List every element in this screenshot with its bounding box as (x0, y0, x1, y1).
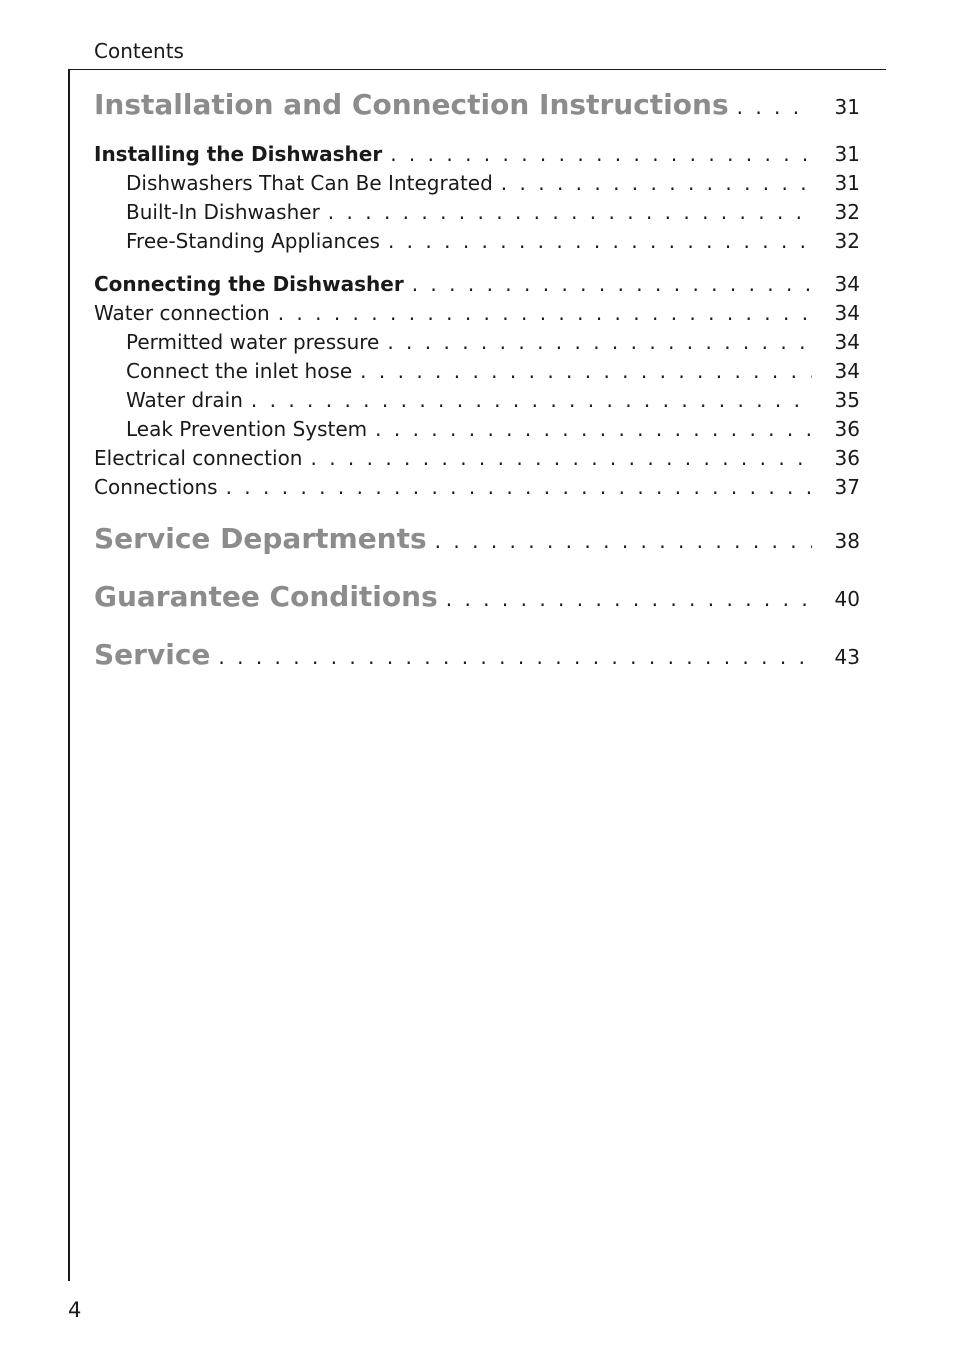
toc-title: Connect the inlet hose (126, 359, 353, 383)
spacer (94, 258, 860, 272)
toc-page-number: 31 (834, 142, 860, 166)
toc-title: Water connection (94, 301, 270, 325)
spacer (94, 504, 860, 522)
dot-leader (360, 359, 812, 383)
toc-title: Connecting the Dishwasher (94, 272, 404, 296)
toc-entry-water-drain[interactable] (94, 388, 860, 417)
toc-page-number: 34 (834, 272, 860, 296)
dot-leader (251, 388, 812, 412)
toc-entry-water-connection[interactable] (94, 301, 860, 330)
toc-page-number: 36 (834, 417, 860, 441)
running-head: Contents (94, 39, 184, 63)
toc-page-number: 43 (834, 645, 860, 669)
toc-entry-inlet-hose[interactable] (94, 359, 860, 388)
dot-leader (387, 330, 812, 354)
toc-entry-built-in[interactable] (94, 200, 860, 229)
toc-title: Connections (94, 475, 218, 499)
toc-page-number: 38 (834, 529, 860, 553)
toc-entry-water-pressure[interactable] (94, 330, 860, 359)
spacer (94, 620, 860, 638)
toc-page-number: 36 (834, 446, 860, 470)
dot-leader (412, 272, 812, 296)
toc-title: Leak Prevention System (126, 417, 368, 441)
toc-title: Water drain (126, 388, 243, 412)
table-of-contents (94, 88, 860, 678)
dot-leader (226, 475, 812, 499)
toc-entry-electrical[interactable] (94, 446, 860, 475)
toc-entry-installing[interactable] (94, 142, 860, 171)
toc-title: Service Departments (94, 522, 427, 555)
dot-leader (501, 171, 812, 195)
toc-title: Permitted water pressure (126, 330, 380, 354)
toc-entry-connecting[interactable] (94, 272, 860, 301)
left-rule (68, 69, 70, 1281)
toc-page-number: 40 (834, 587, 860, 611)
dot-leader (218, 645, 812, 669)
toc-page-number: 32 (834, 229, 860, 253)
toc-title: Installation and Connection Instructions (94, 88, 729, 121)
dot-leader (435, 529, 812, 553)
dot-leader (388, 229, 812, 253)
toc-page-number: 34 (834, 330, 860, 354)
toc-page-number: 31 (834, 95, 860, 119)
toc-page-number: 35 (834, 388, 860, 412)
page-number: 4 (68, 1298, 82, 1322)
dot-leader (278, 301, 812, 325)
toc-entry-installation[interactable] (94, 88, 860, 128)
spacer (94, 562, 860, 580)
spacer (94, 128, 860, 142)
toc-entry-guarantee[interactable] (94, 580, 860, 620)
toc-title: Built-In Dishwasher (126, 200, 320, 224)
dot-leader (446, 587, 812, 611)
toc-page-number: 32 (834, 200, 860, 224)
dot-leader (328, 200, 812, 224)
toc-title: Free-Standing Appliances (126, 229, 380, 253)
toc-page-number: 37 (834, 475, 860, 499)
toc-entry-leak-prevention[interactable] (94, 417, 860, 446)
top-rule (68, 69, 886, 70)
toc-title: Installing the Dishwasher (94, 142, 383, 166)
dot-leader (310, 446, 812, 470)
toc-entry-service-departments[interactable] (94, 522, 860, 562)
toc-entry-integrated[interactable] (94, 171, 860, 200)
toc-entry-service[interactable] (94, 638, 860, 678)
toc-page-number: 34 (834, 359, 860, 383)
toc-page-number: 31 (834, 171, 860, 195)
toc-page-number: 34 (834, 301, 860, 325)
dot-leader (737, 95, 812, 119)
toc-title: Dishwashers That Can Be Integrated (126, 171, 493, 195)
dot-leader (375, 417, 812, 441)
toc-entry-free-standing[interactable] (94, 229, 860, 258)
toc-entry-connections[interactable] (94, 475, 860, 504)
toc-title: Guarantee Conditions (94, 580, 438, 613)
toc-title: Service (94, 638, 211, 671)
dot-leader (390, 142, 812, 166)
toc-title: Electrical connection (94, 446, 303, 470)
